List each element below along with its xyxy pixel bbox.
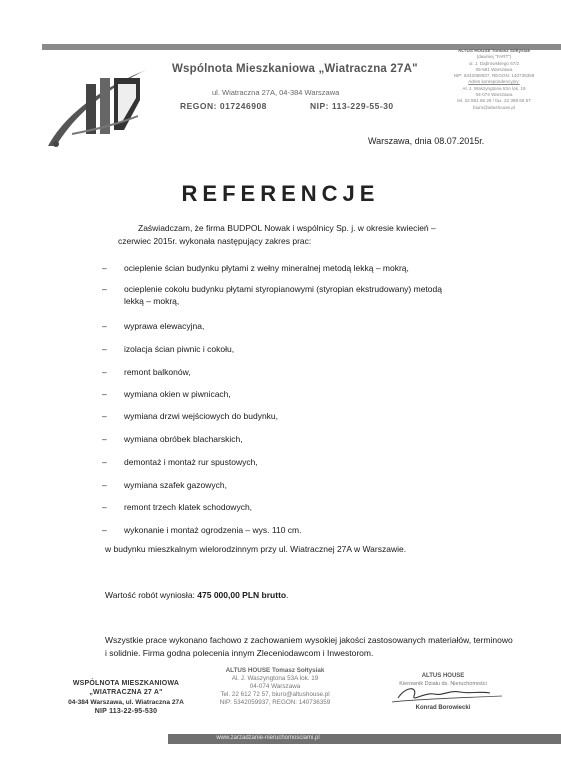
work-item-text: wymiana obróbek blacharskich, (124, 434, 243, 444)
org-nip: NIP: 113-229-55-30 (310, 101, 394, 111)
work-item-text: ocieplenie cokołu budynku płytami styropianowymi (styropian ekstrudowany) metodą lekką – mokrą, (124, 284, 442, 306)
stamp-line: „WIATRACZNA 27 A" (89, 689, 163, 697)
manager-line: ALTUS HOUSE Tomasz Sołtysiak (457, 48, 531, 53)
list-dash: – (102, 411, 107, 421)
manager-line: Al. J. Waszyngtona 53A lok. 19 (462, 85, 526, 91)
org-name: Wspólnota Mieszkaniowa „Wiatraczna 27A" (172, 63, 418, 75)
value-amount: 475 000,00 PLN brutto (197, 590, 287, 600)
work-item-text: wymiana szafek gazowych, (124, 480, 227, 490)
stamp-line: 04-074 Warszawa (249, 683, 301, 691)
list-dash: – (102, 457, 107, 467)
work-item-text: izolacja ścian piwnic i cokołu, (124, 344, 235, 354)
manager-line: tel. 22 861 66 26 / fax. 22 398 65 57 (457, 98, 531, 104)
value-line (105, 590, 288, 600)
list-dash: – (102, 284, 107, 294)
stamp-line: Kierownik Działu ds. Nieruchomości (399, 680, 487, 687)
list-dash: – (102, 525, 107, 535)
intro-paragraph: Zaświadczam, że firma BUDPOL Nowak i wspólnicy Sp. j. w okresie kwiecień – czerwiec 2015r. wykonała następujący zakres prac: (118, 223, 436, 246)
work-item-text: remont balkonów, (124, 367, 191, 377)
signatory-name: Konrad Borowiecki (415, 705, 471, 711)
list-dash: – (102, 434, 107, 444)
stamp-line: Tel. 22 612 72 57, biuro@altushouse.pl (220, 691, 330, 699)
footer-url: www.zarzadzanie-nieruchomosciami.pl (216, 735, 320, 741)
stamp-line: NIP 113-22-95-530 (94, 707, 158, 715)
work-item-text: ocieplenie ścian budynku płytami z wełny mineralnej metodą lekką – mokrą, (124, 263, 409, 273)
community-stamp (66, 679, 186, 716)
list-dash: – (102, 321, 107, 331)
list-dash: – (102, 367, 107, 377)
list-dash: – (102, 502, 107, 512)
document-title: REFERENCJE (181, 181, 380, 206)
work-item-text: remont trzech klatek schodowych, (124, 502, 253, 512)
community-logo (42, 60, 154, 152)
stamp-line: WSPÓLNOTA MIESZKANIOWA (72, 680, 180, 687)
org-address: ul. Wiatraczna 27A, 04-384 Warszawa (212, 88, 340, 97)
manager-line: 04-074 Warszawa (475, 92, 513, 98)
work-item-text: wykonanie i montaż ogrodzenia – wys. 110 cm. (124, 525, 302, 535)
org-regon: REGON: 017246908 (180, 101, 267, 111)
summary-line: w budynku mieszkalnym wielorodzinnym przy ul. Wiatracznej 27A w Warszawie. (105, 544, 407, 554)
manager-line: 05-581 Warszawa (475, 66, 513, 72)
stamp-line: 04-384 Warszawa, ul. Wiatraczna 27A (68, 698, 184, 706)
work-item-text: wymiana okien w piwnicach, (124, 389, 231, 399)
work-item-text: wymiana drzwi wejściowych do budynku, (124, 411, 279, 421)
list-dash: – (102, 480, 107, 490)
manager-line: ul. J. Dąbrowskiego 67/2 (468, 60, 520, 66)
value-prefix: Wartość robót wyniosła: (105, 590, 198, 600)
manager-line: biuro@altushouse.pl (473, 104, 515, 110)
list-dash: – (102, 344, 107, 354)
work-item-text: wyprawa elewacyjna, (124, 321, 205, 331)
manager-line: Adres korespondencyjny: (468, 79, 520, 85)
manager-line: (dawniej "FART") (476, 54, 512, 60)
manager-stamp (432, 48, 556, 111)
list-dash: – (102, 263, 107, 273)
work-item-text: demontaż i montaż rur spustowych, (124, 457, 258, 467)
stamp-line: NIP: 5342059937, REGON: 140736359 (219, 699, 331, 707)
manager-line: NIP: 5342059937, REGON: 140736359 (453, 73, 535, 79)
stamp-line: ALTUS HOUSE Tomasz Sołtysiak (225, 667, 325, 674)
stamp-line: ALTUS HOUSE (421, 673, 465, 679)
list-dash: – (102, 389, 107, 399)
value-suffix: . (286, 590, 289, 600)
place-date: Warszawa, dnia 08.07.2015r. (368, 136, 485, 146)
closing-paragraph: Wszystkie prace wykonano fachowo z zachowaniem wysokiej jakości zastosowanych materiałów, terminowo i solidnie. Firma godna polecenia innym Zleceniodawcom i Inwestorom. (105, 635, 513, 658)
stamp-line: Al. J. Waszyngtona 53A lok. 19 (231, 675, 319, 683)
altus-stamp (205, 667, 345, 707)
